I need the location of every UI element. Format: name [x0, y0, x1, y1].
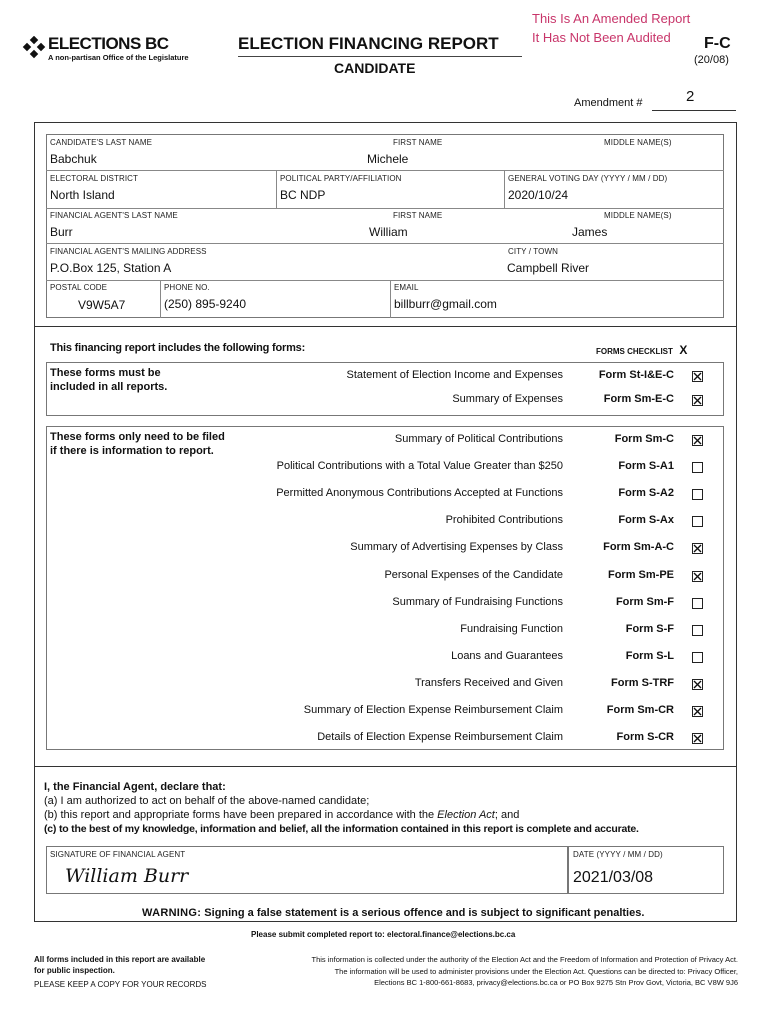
- submit-text: Please submit completed report to: electoral.finance@elections.bc.ca: [251, 930, 516, 939]
- required-note: [50, 366, 167, 394]
- form-checkbox[interactable]: [692, 598, 703, 609]
- form-description: Statement of Election Income and Expenses: [346, 369, 563, 381]
- checkbox-x-icon: [693, 734, 702, 743]
- section2-bottom-rule: [34, 766, 737, 767]
- form-checkbox[interactable]: [692, 706, 703, 717]
- party-value[interactable]: BC NDP: [280, 188, 326, 202]
- logo: [22, 34, 192, 64]
- checkbox-x-icon: [693, 436, 702, 445]
- declaration-line-b: [44, 809, 519, 821]
- optional-note: [50, 430, 225, 458]
- candidate-first-name[interactable]: Michele: [367, 152, 409, 166]
- privacy-line1: This information is collected under the authority of the Election Act and the Freedom of Information and Protection of Privacy Act.: [311, 955, 738, 964]
- form-code-label: Form Sm-CR: [606, 704, 674, 716]
- optional-note-line2: if there is information to report.: [50, 445, 214, 457]
- form-code-label: Form S-F: [625, 622, 674, 635]
- email-value[interactable]: billburr@gmail.com: [394, 297, 497, 311]
- form-code-label: Form S-CR: [616, 731, 674, 744]
- form-checkbox[interactable]: [692, 571, 703, 582]
- logo-text: [48, 34, 169, 54]
- report-subtitle: CANDIDATE: [334, 60, 416, 76]
- email-label: EMAIL: [394, 283, 419, 292]
- party-label: POLITICAL PARTY/AFFILIATION: [280, 174, 402, 183]
- form-description: Prohibited Contributions: [445, 514, 563, 527]
- voting-day-value[interactable]: 2020/10/24: [508, 188, 569, 202]
- voting-day-label: GENERAL VOTING DAY (YYYY / MM / DD): [508, 174, 668, 183]
- declaration-line-b-post: ; and: [494, 809, 520, 821]
- form-description: Permitted Anonymous Contributions Accepted at Functions: [276, 487, 563, 500]
- form-checkbox[interactable]: [692, 371, 703, 382]
- row2-divider: [46, 208, 724, 209]
- public-inspection-line2: for public inspection.: [34, 966, 115, 975]
- agent-middle-name-label: MIDDLE NAME(S): [604, 211, 672, 220]
- declaration-heading: I, the Financial Agent, declare that:: [44, 781, 226, 793]
- forms-intro: This financing report includes the following forms:: [50, 342, 306, 354]
- form-checkbox[interactable]: [692, 733, 703, 744]
- date-box[interactable]: [568, 846, 724, 894]
- optional-forms-group: [46, 426, 724, 750]
- form-code-label: Form S-A1: [618, 460, 674, 473]
- agent-first-name[interactable]: William: [369, 225, 408, 239]
- form-code-label: Form S-Ax: [618, 514, 674, 527]
- agent-last-name-label: FINANCIAL AGENT'S LAST NAME: [50, 211, 178, 220]
- declaration-line-c: (c) to the best of my knowledge, information and belief, all the information contained in this report is complete and accurate.: [44, 823, 639, 835]
- checkbox-x-icon: [693, 707, 702, 716]
- required-note-line2: included in all reports.: [50, 381, 168, 393]
- form-description: Loans and Guarantees: [451, 649, 563, 662]
- candidate-last-name-label: CANDIDATE'S LAST NAME: [50, 138, 153, 147]
- required-note-line1: These forms must be: [50, 367, 161, 379]
- agent-last-name[interactable]: Burr: [50, 225, 73, 239]
- form-description: Summary of Election Expense Reimbursement Claim: [303, 704, 563, 716]
- row4-divider: [46, 280, 724, 281]
- form-checkbox[interactable]: [692, 489, 703, 500]
- row1-divider: [46, 170, 724, 171]
- form-code: F-C: [704, 35, 731, 52]
- form-checkbox[interactable]: [692, 516, 703, 527]
- form-code-label: Form S-L: [625, 649, 674, 662]
- postal-value[interactable]: V9W5A7: [78, 298, 126, 312]
- amendment-value: 2: [686, 88, 695, 105]
- form-checkbox[interactable]: [692, 435, 703, 446]
- row2-sep-2: [504, 170, 505, 208]
- checkbox-x-icon: [693, 372, 702, 381]
- agent-address-label: FINANCIAL AGENT'S MAILING ADDRESS: [50, 247, 207, 256]
- form-description: Political Contributions with a Total Value Greater than $250: [276, 460, 563, 473]
- title-underline: [238, 56, 522, 57]
- agent-middle-name[interactable]: James: [572, 225, 608, 239]
- declaration-line-a: (a) I am authorized to act on behalf of the above-named candidate;: [44, 795, 370, 807]
- form-checkbox[interactable]: [692, 462, 703, 473]
- date-label: DATE (YYYY / MM / DD): [573, 850, 663, 859]
- form-version: (20/08): [694, 54, 729, 66]
- warning-label: WARNING:: [142, 907, 202, 919]
- checkbox-x-icon: [693, 680, 702, 689]
- privacy-line3: Elections BC 1-800-661-8683, privacy@elections.bc.ca or PO Box 9275 Stn Prov Govt, Victoria, BC V8W 9J6: [374, 978, 738, 987]
- district-label: ELECTORAL DISTRICT: [50, 174, 139, 183]
- row2-sep-1: [276, 170, 277, 208]
- public-inspection-line1: All forms included in this report are available: [34, 955, 206, 964]
- phone-label: PHONE NO.: [164, 283, 210, 292]
- form-checkbox[interactable]: [692, 625, 703, 636]
- signature-value: William Burr: [65, 865, 189, 887]
- candidate-last-name[interactable]: Babchuk: [50, 152, 97, 166]
- agent-first-name-label: FIRST NAME: [393, 211, 443, 220]
- date-value: 2021/03/08: [573, 869, 654, 886]
- declaration-line-b-pre: (b) this report and appropriate forms have been prepared in accordance with the: [44, 809, 438, 821]
- form-description: Summary of Advertising Expenses by Class: [350, 541, 563, 554]
- form-code-label: Form S-TRF: [611, 676, 674, 689]
- form-description: Transfers Received and Given: [414, 676, 563, 689]
- form-code-label: Form Sm-A-C: [603, 541, 674, 554]
- signature-label: SIGNATURE OF FINANCIAL AGENT: [50, 850, 186, 859]
- warning-line: [142, 907, 644, 919]
- form-code-label: Form Sm-E-C: [603, 393, 674, 405]
- form-description: Details of Election Expense Reimbursement Claim: [317, 731, 563, 744]
- form-description: Summary of Expenses: [452, 393, 563, 405]
- agent-address[interactable]: P.O.Box 125, Station A: [50, 261, 172, 275]
- checklist-header: [596, 341, 687, 359]
- district-value[interactable]: North Island: [50, 188, 115, 202]
- form-code-label: Form Sm-F: [615, 595, 674, 608]
- keep-copy-text: PLEASE KEEP A COPY FOR YOUR RECORDS: [34, 980, 207, 989]
- phone-value[interactable]: (250) 895-9240: [164, 297, 247, 311]
- form-checkbox[interactable]: [692, 679, 703, 690]
- form-description: Fundraising Function: [460, 622, 563, 635]
- form-code-label: Form Sm-C: [614, 433, 674, 445]
- row5-sep-1: [160, 280, 161, 318]
- report-title: ELECTION FINANCING REPORT: [238, 34, 499, 53]
- form-checkbox[interactable]: [692, 395, 703, 406]
- declaration-line-b-act: Election Act: [437, 809, 495, 821]
- checklist-mark: X: [679, 343, 688, 357]
- section1-bottom-rule: [34, 326, 737, 327]
- candidate-middle-name-label: MIDDLE NAME(S): [604, 138, 672, 147]
- logo-wordmark: ELECTIONS BC: [48, 34, 169, 53]
- row3-divider: [46, 243, 724, 244]
- logo-subtitle: A non-partisan Office of the Legislature: [48, 53, 189, 62]
- privacy-line2: The information will be used to administer provisions under the Election Act. Questions can be directed to: Privacy Officer,: [334, 967, 738, 976]
- signature-box[interactable]: [46, 846, 568, 894]
- form-checkbox[interactable]: [692, 543, 703, 554]
- form-code-label: Form St-I&E-C: [598, 369, 674, 381]
- form-checkbox[interactable]: [692, 652, 703, 663]
- agent-city-label: CITY / TOWN: [508, 247, 558, 256]
- checkbox-x-icon: [693, 572, 702, 581]
- form-description: Summary of Political Contributions: [394, 433, 563, 445]
- checklist-label: FORMS CHECKLIST: [596, 347, 673, 356]
- amended-note-line1: This Is An Amended Report: [532, 11, 691, 26]
- checkbox-x-icon: [693, 544, 702, 553]
- form-description: Personal Expenses of the Candidate: [384, 568, 563, 581]
- row5-sep-2: [390, 280, 391, 318]
- amended-note-line2: It Has Not Been Audited: [532, 30, 671, 45]
- amendment-label: Amendment #: [574, 97, 643, 109]
- form-description: Summary of Fundraising Functions: [392, 595, 563, 608]
- amendment-field[interactable]: [652, 90, 736, 111]
- agent-city[interactable]: Campbell River: [507, 261, 590, 275]
- warning-text: Signing a false statement is a serious offence and is subject to significant penalties.: [204, 907, 645, 919]
- checkbox-x-icon: [693, 396, 702, 405]
- optional-note-line1: These forms only need to be filed: [50, 431, 225, 443]
- form-code-label: Form Sm-PE: [607, 568, 674, 581]
- candidate-first-name-label: FIRST NAME: [393, 138, 443, 147]
- logo-mark-icon: [22, 36, 46, 60]
- postal-label: POSTAL CODE: [50, 283, 108, 292]
- form-code-label: Form S-A2: [618, 487, 674, 500]
